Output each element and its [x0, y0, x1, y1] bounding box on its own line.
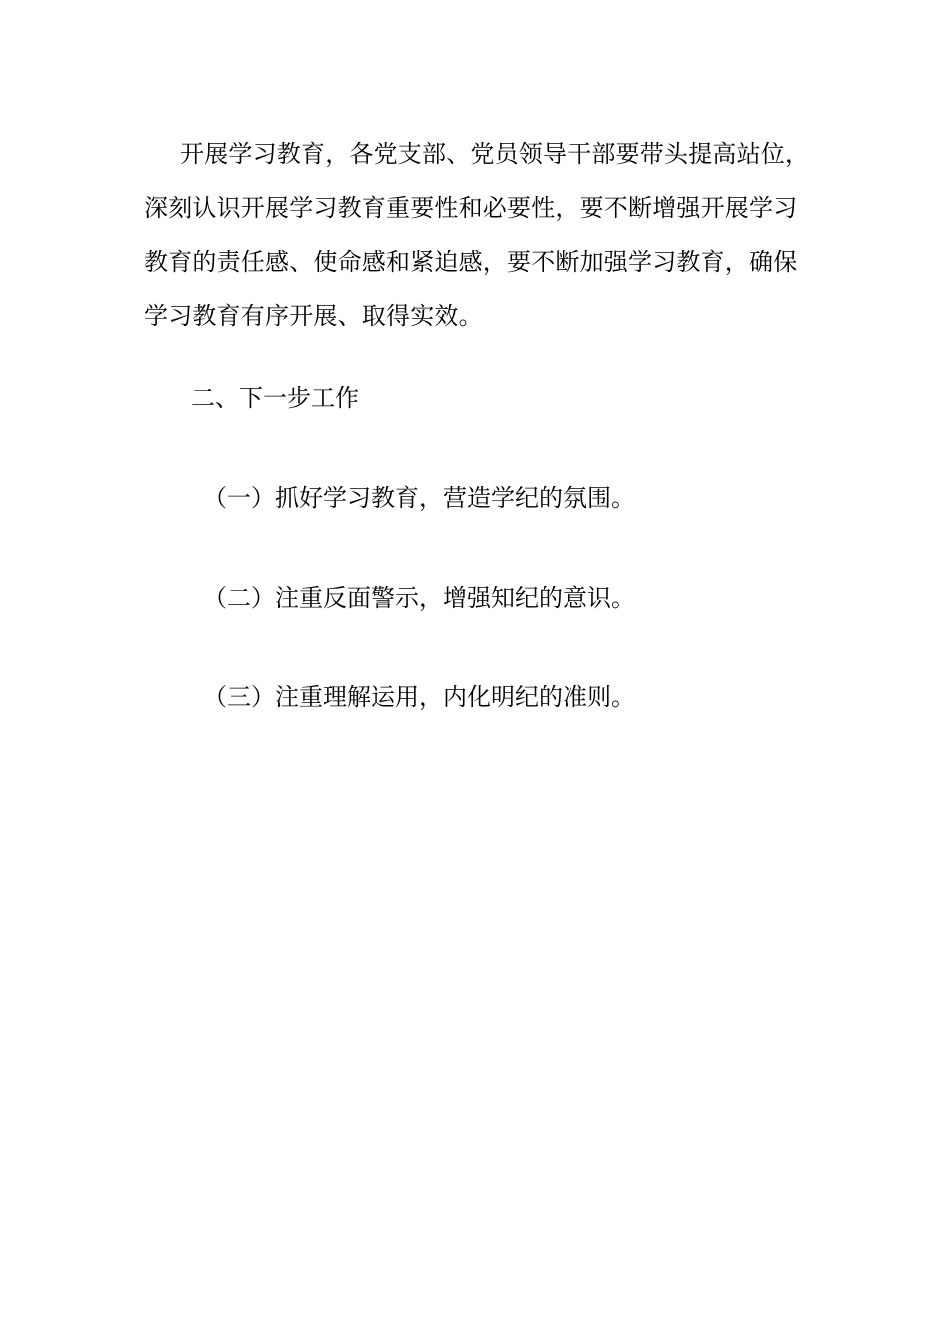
list-item: （一）抓好学习教育，营造学纪的氛围。 — [203, 484, 635, 512]
body-paragraph: 开展学习教育，各党支部、党员领导干部要带头提高站位，深刻认识开展学习教育重要性和必要性，要不断增强开展学习教育的责任感、使命感和紧迫感，要不断加强学习教育，确保学习教育有序开展、取得实效。 — [144, 140, 810, 330]
list-item: （二）注重反面警示，增强知纪的意识。 — [203, 584, 635, 612]
section-heading: 二、下一步工作 — [191, 384, 359, 412]
list-item: （三）注重理解运用，内化明纪的准则。 — [203, 683, 635, 711]
